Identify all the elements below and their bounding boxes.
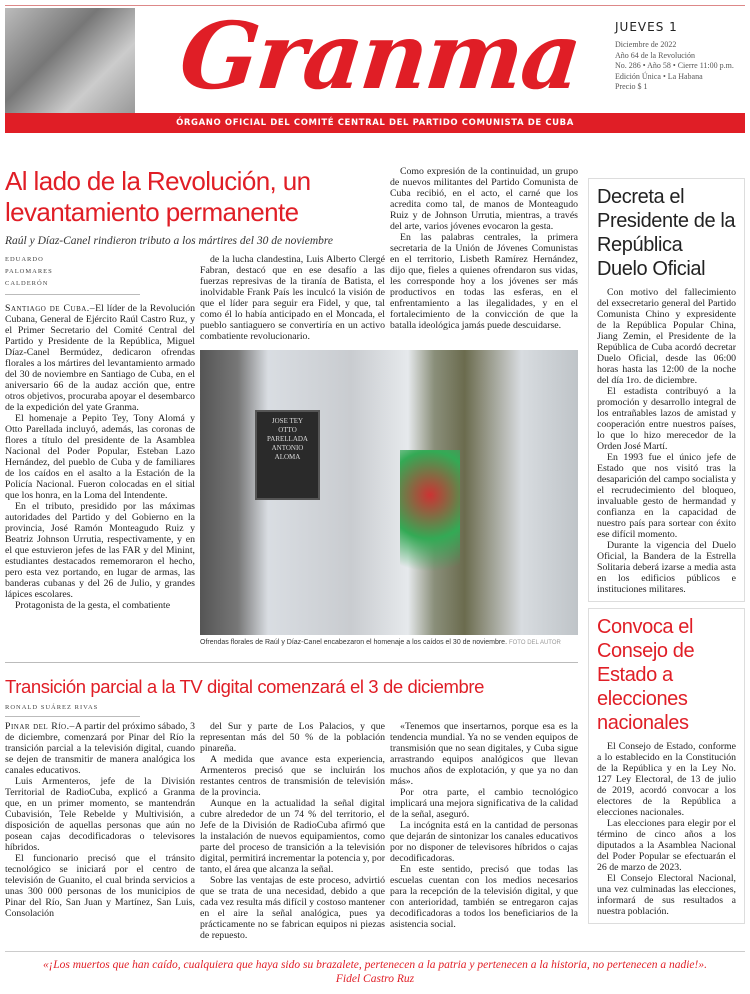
- lead-subtitle: Raúl y Díaz-Canel rindieron tributo a los mártires del 30 de noviembre: [5, 235, 334, 247]
- quote-section: [5, 951, 745, 994]
- info-line: Año 64 de la Revolución: [615, 50, 695, 60]
- paragraph: Luis Armenteros, jefe de la División Territorial de RadioCuba, explicó a Granma que, en un primer momento, se mantendrán Cubavisión, Tele Rebelde y Multivisión, a disposición de aquellas personas que aún no posean cajas decodificadoras o televisores híbridos.: [5, 776, 195, 853]
- paragraph: El Consejo de Estado, conforme a lo establecido en la Constitución de la República y en la Ley No. 127 Ley Electoral, de 13 de julio de 2019, acordó convocar a los electores de la República a elecciones nacionales.: [597, 741, 736, 818]
- lead-photo: [200, 350, 578, 635]
- granma-logo: Granma: [175, 2, 585, 110]
- lead-col-3: [390, 166, 578, 331]
- paragraph: [5, 303, 195, 413]
- sidebar-elecciones-text: [597, 741, 736, 917]
- paragraph: del Sur y parte de Los Palacios, y que representan más del 50 % de la población pinareña.: [200, 721, 385, 754]
- paragraph: Por otra parte, el cambio tecnológico implicará una mejora significativa de la calidad de la señal, aseguró.: [390, 787, 578, 820]
- paragraph: La incógnita está en la cantidad de personas que dejarán de sintonizar los canales educativos por no disponer de televisores híbridos o cajas decodificadoras.: [390, 820, 578, 864]
- dateline: Santiago de Cuba.–: [5, 303, 96, 314]
- byline-rule: [5, 294, 140, 295]
- second-article: [5, 662, 578, 941]
- plaque-text: JOSE TEY OTTO PARELLADA ANTONIO ALOMA: [267, 417, 308, 461]
- paragraph: El homenaje a Pepito Tey, Tony Alomá y Otto Parellada incluyó, además, las coronas de flores a título del presidente de la Asamblea Nacional del Poder Popular, Esteban Lazo Hernández, del pueblo de Cuba y de familiares de los caídos en el asalto a la Estación de la Policía Nacional. Fueron colocadas en el sitial que los honra, en la Loma del Intendente.: [5, 413, 195, 501]
- paragraph: «Tenemos que insertarnos, porque esa es la tendencia mundial. Ya no se venden equipos de transmisión que no sean digitales, y Cuba sigue arrastrando equipos analógicos que llevan muchos años de explotación, y que ya no dan más».: [390, 721, 578, 787]
- info-line: No. 286 • Año 58 • Cierre 11:00 p.m.: [615, 61, 734, 70]
- paragraph: En 1993 fue el único jefe de Estado que nos visitó tras la desaparición del campo socialista y el recrudecimiento del bloqueo, invaluable gesto de hermandad y confianza en la capacidad de nuestro país para sortear con éxito ese difícil momento.: [597, 452, 736, 540]
- main-column: [5, 166, 578, 941]
- paragraph: Sobre las ventajas de este proceso, advirtió que se trata de una necesidad, debido a que cada vez resulta más difícil y costoso mantener en el aire la señal analógica, pues ya prácticamente no se fabrican equipos ni piezas de repuesto.: [200, 875, 385, 941]
- masthead-band: ÓRGANO OFICIAL DEL COMITÉ CENTRAL DEL PARTIDO COMUNISTA DE CUBA: [5, 113, 745, 133]
- second-col-2: [200, 721, 385, 941]
- second-columns: [5, 721, 578, 941]
- sidebar-duelo-headline[interactable]: Decreta el Presidente de la República Duelo Oficial: [597, 186, 736, 280]
- lead-col-2: [200, 254, 385, 342]
- masthead-photo: [5, 8, 135, 113]
- memorial-plaque: [255, 410, 320, 500]
- sidebar-duelo-text: [597, 287, 736, 595]
- lead-col-text: [5, 303, 195, 611]
- lead-byline: EDUARDO PALOMARES CALDERÓN: [5, 256, 53, 287]
- lead-header: [5, 166, 385, 248]
- paragraph: Durante la vigencia del Duelo Oficial, la Bandera de la Estrella Solitaria deberá izarse a media asta en los edificios públicos e instituciones militares.: [597, 540, 736, 595]
- paragraph: El Consejo Electoral Nacional, una vez culminadas las elecciones, informará de sus resultados a nuestra población.: [597, 873, 736, 917]
- day-label: JUEVES 1: [615, 20, 678, 34]
- second-byline: RONALD SUÁREZ RIVAS: [5, 704, 99, 711]
- photo-credit: FOTO DEL AUTOR: [508, 640, 561, 646]
- paragraph: Aunque en la actualidad la señal digital cubre alrededor de un 74 % del territorio, el Jefe de la División de RadioCuba afirmó que la instalación de nuevos equipamientos, como parte del proceso de transición a la televisión digital, permitirá incrementar la potencia y, por tanto, el área que alcanza la señal.: [200, 798, 385, 875]
- edition-info: [615, 20, 750, 93]
- paragraph: El funcionario precisó que el tránsito tecnológico se iniciará por el centro de televisión de Guanito, el cual brinda servicios a unas 300 000 personas de los municipios de Pinar del Río, San Juan y Martínez, San Luis, Consolación: [5, 853, 195, 919]
- paragraph: Como expresión de la continuidad, un grupo de nuevos militantes del Partido Comunista de Cuba recibió, en el acto, el carné que los acredita como tal, de manos de Monteagudo Ruiz y de Johnson Urrutia, mientras, a través del arte, varios jóvenes evocaron la gesta.: [390, 166, 578, 232]
- sidebar-duelo: [588, 178, 745, 602]
- paragraph: Protagonista de la gesta, el combatiente: [15, 600, 171, 611]
- paragraph: Las elecciones para elegir por el término de cinco años a los diputados a la Asamblea Nacional del Poder Popular se efectuarán el 26 de marzo de 2023.: [597, 818, 736, 873]
- masthead: [0, 0, 750, 136]
- second-headline[interactable]: Transición parcial a la TV digital comenzará el 3 de diciembre: [5, 676, 485, 697]
- photo-caption: [200, 638, 578, 648]
- caption-text: Ofrendas florales de Raúl y Díaz-Canel encabezaron el homenaje a los caídos el 30 de noviembre.: [200, 639, 508, 646]
- byline-rule: [5, 716, 140, 717]
- sidebar-elecciones: [588, 608, 745, 924]
- lead-photo-wrap: [200, 350, 578, 635]
- page-content: [0, 136, 750, 941]
- paragraph-text: A partir del próximo sábado, 3 de diciembre, comenzará por Pinar del Río la transición parcial a la televisión digital, cuando se dejen de transmitir de manera analógica los canales educativos.: [5, 721, 195, 776]
- paragraph: El estadista contribuyó a la promoción y desarrollo integral de los entrañables lazos de amistad y cooperación entre nuestros países, lo que lo hizo merecedor de la Orden José Martí.: [597, 386, 736, 452]
- lead-headline[interactable]: Al lado de la Revolución, un levantamiento permanente: [5, 166, 311, 227]
- paragraph: Con motivo del fallecimiento del exsecretario general del Partido Comunista Chino y expresidente de la República Popular China, Jiang Zemin, el Presidente de la República de Cuba acordó decretar Duelo Oficial, desde las 06:00 horas hasta las 12:00 de la noche del día 1ro. de diciembre.: [597, 287, 736, 386]
- info-line: Edición Única • La Habana: [615, 71, 703, 81]
- paragraph: En este sentido, precisó que todas las escuelas cuentan con los medios necesarios para la recepción de la televisión digital, y que con anterioridad, también se entregaron cajas decodificadoras a todos los beneficiarios de la asistencia social.: [390, 864, 578, 930]
- lead-col-1: [5, 254, 195, 611]
- floral-wreaths: [400, 450, 460, 600]
- paragraph: [5, 721, 195, 776]
- info-line: Precio $ 1: [615, 82, 648, 91]
- paragraph: A medida que avance esta experiencia, Armenteros precisó que se incluirán los restantes centros de transmisión de televisión de la provincia.: [200, 754, 385, 798]
- paragraph: de la lucha clandestina, Luis Alberto Clergé Fabran, destacó que en ese desafío a las fuerzas represivas de la tiranía de Batista, el inolvidable Frank País les inculcó la visión de que el líder para seguir era Fidel, y que, tal como él lo había anticipado en el Moncada, el pueblo santiaguero se convertiría en un activo combatiente revolucionario.: [200, 254, 385, 342]
- info-line: Diciembre de 2022: [615, 40, 677, 49]
- dateline: Pinar del Río.–: [5, 721, 75, 732]
- second-col-1: [5, 721, 195, 919]
- second-col-3: [390, 721, 578, 930]
- paragraph-text: El líder de la Revolución Cubana, General de Ejército Raúl Castro Ruz, y el Primer Secretario del Comité Central del Partido y Presidente de la República, Miguel Díaz-Canel Bermúdez, dedicaron ofrendas florales a los mártires del levantamiento armado del 30 de noviembre en Santiago de Cuba, en el aniversario 66 de la audaz acción que, entre otros objetivos, procuraba apoyar el desembarco de la expedición del yate Granma.: [5, 303, 195, 413]
- sidebar-elecciones-headline[interactable]: Convoca el Consejo de Estado a elecciones nacionales: [597, 616, 695, 734]
- sidebar: [588, 178, 745, 924]
- lead-article: [5, 166, 578, 648]
- paragraph: En el tributo, presidido por las máximas autoridades del Partido y del Gobierno en la provincia, José Ramón Monteagudo Ruiz y Beatriz Johnson Urrutia, respectivamente, y en el que estuvieron jefes de las FAR y del Minint, estudiantes destacados rememoraron el hecho, pero esta vez portando, en lugar de armas, las banderas cubanas y del 26 de Julio, y grandes lápices escolares.: [5, 501, 195, 600]
- paragraph: En las palabras centrales, la primera secretaria de la Unión de Jóvenes Comunistas en el territorio, Lisbeth Ramírez Hernández, dijo que, fieles a quienes ofrendaron sus vidas, les corresponde hoy a los jóvenes ser más productivos en todas las esferas, en el enfrentamiento a las ilegalidades, y en el fortalecimiento de la convicción de que la batalla ideológica jamás puede descuidarse.: [390, 232, 578, 331]
- fidel-quote: «¡Los muertos que han caído, cualquiera que haya sido su brazalete, pertenecen a la patria y pertenecen a la historia, no pertenecen a nadie!». Fidel Castro Ruz: [42, 959, 707, 985]
